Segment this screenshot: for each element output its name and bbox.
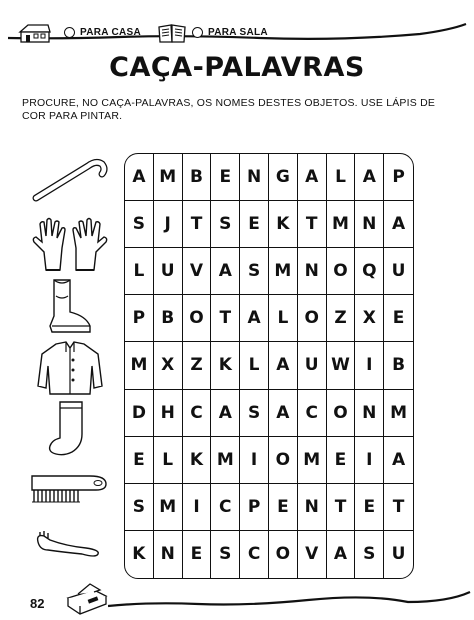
grid-cell[interactable]: S <box>240 248 269 295</box>
grid-cell[interactable]: E <box>125 437 154 484</box>
grid-cell[interactable]: G <box>269 154 298 201</box>
grid-cell[interactable]: B <box>384 342 413 389</box>
word-search-grid <box>124 153 414 579</box>
grid-cell[interactable]: E <box>384 295 413 342</box>
comb-icon <box>26 464 114 508</box>
footer-rule <box>108 590 474 620</box>
gloves-icon <box>26 214 114 276</box>
option-para-sala[interactable] <box>192 27 268 38</box>
book-icon <box>157 22 187 44</box>
grid-cell[interactable]: S <box>125 201 154 248</box>
grid-cell[interactable]: E <box>183 531 212 578</box>
grid-cell[interactable]: O <box>298 295 327 342</box>
grid-cell[interactable]: E <box>269 484 298 531</box>
grid-cell[interactable]: P <box>240 484 269 531</box>
grid-cell[interactable]: V <box>183 248 212 295</box>
option-para-casa[interactable] <box>64 27 141 38</box>
grid-cell[interactable]: M <box>125 342 154 389</box>
grid-cell[interactable]: B <box>183 154 212 201</box>
jacket-icon <box>26 338 114 398</box>
grid-cell[interactable]: X <box>154 342 183 389</box>
grid-cell[interactable]: K <box>125 531 154 578</box>
grid-cell[interactable]: T <box>384 484 413 531</box>
instructions: PROCURE, NO CAÇA-PALAVRAS, OS NOMES DESTES OBJETOS. USE LÁPIS DE COR PARA PINTAR. <box>22 97 436 122</box>
printer-icon <box>64 582 110 616</box>
grid-cell[interactable]: U <box>154 248 183 295</box>
grid-cell[interactable]: L <box>154 437 183 484</box>
grid-cell[interactable]: P <box>125 295 154 342</box>
grid-cell[interactable]: M <box>327 201 356 248</box>
grid-cell[interactable]: L <box>327 154 356 201</box>
grid-cell[interactable]: N <box>355 201 384 248</box>
option-label: PARA CASA <box>80 27 142 38</box>
grid-cell[interactable]: B <box>154 295 183 342</box>
option-label: PARA SALA <box>208 27 268 38</box>
grid-cell[interactable]: A <box>211 248 240 295</box>
boot-icon <box>26 276 114 336</box>
grid-cell[interactable]: M <box>154 484 183 531</box>
grid-cell[interactable]: K <box>211 342 240 389</box>
cane-icon <box>26 152 114 212</box>
grid-cell[interactable]: C <box>211 484 240 531</box>
grid-cell[interactable]: Q <box>355 248 384 295</box>
grid-cell[interactable]: S <box>211 531 240 578</box>
grid-cell[interactable]: K <box>269 201 298 248</box>
grid-cell[interactable]: A <box>240 295 269 342</box>
grid-cell[interactable]: U <box>384 248 413 295</box>
grid-cell[interactable]: O <box>269 437 298 484</box>
grid-cell[interactable]: A <box>269 342 298 389</box>
grid-cell[interactable]: U <box>298 342 327 389</box>
grid-cell[interactable]: E <box>240 201 269 248</box>
grid-cell[interactable]: E <box>327 437 356 484</box>
grid-cell[interactable]: I <box>355 437 384 484</box>
grid-cell[interactable]: S <box>355 531 384 578</box>
grid-cell[interactable]: O <box>269 531 298 578</box>
grid-cell[interactable]: I <box>355 342 384 389</box>
grid-cell[interactable]: O <box>327 248 356 295</box>
grid-cell[interactable]: N <box>240 154 269 201</box>
grid-cell[interactable]: M <box>298 437 327 484</box>
grid-cell[interactable]: E <box>355 484 384 531</box>
grid-cell[interactable]: T <box>211 295 240 342</box>
page-number: 82 <box>30 596 45 611</box>
grid-cell[interactable]: U <box>391 544 406 565</box>
grid-cell[interactable]: S <box>211 201 240 248</box>
grid-cell[interactable]: N <box>298 484 327 531</box>
grid-cell[interactable]: A <box>125 154 154 201</box>
grid-cell[interactable]: O <box>183 295 212 342</box>
grid-cell[interactable]: A <box>269 390 298 437</box>
grid-cell[interactable]: A <box>384 437 413 484</box>
grid-cell[interactable]: I <box>240 437 269 484</box>
radio-icon[interactable] <box>192 27 203 38</box>
grid-cell[interactable]: S <box>125 484 154 531</box>
grid-cell[interactable]: L <box>240 342 269 389</box>
grid-cell[interactable]: S <box>240 390 269 437</box>
grid-cell[interactable]: M <box>211 437 240 484</box>
grid-cell[interactable]: A <box>327 531 356 578</box>
grid-cell[interactable]: T <box>183 201 212 248</box>
grid-cell[interactable]: Z <box>327 295 356 342</box>
grid-cell[interactable]: Z <box>183 342 212 389</box>
grid-cell[interactable]: H <box>154 390 183 437</box>
grid-cell[interactable]: X <box>355 295 384 342</box>
grid-cell[interactable]: E <box>211 154 240 201</box>
house-icon <box>18 22 52 44</box>
grid-cell[interactable]: T <box>298 201 327 248</box>
grid-cell[interactable]: M <box>384 390 413 437</box>
grid-cell[interactable]: N <box>355 390 384 437</box>
grid-cell[interactable]: A <box>211 390 240 437</box>
grid-cell[interactable]: P <box>384 154 413 201</box>
grid-cell[interactable]: N <box>298 248 327 295</box>
grid-cell[interactable]: K <box>183 437 212 484</box>
radio-icon[interactable] <box>64 27 75 38</box>
grid-cell[interactable]: L <box>269 295 298 342</box>
grid-cell[interactable]: A <box>298 154 327 201</box>
sock-icon <box>26 398 114 460</box>
grid-cell[interactable]: A <box>384 201 413 248</box>
grid-cell[interactable]: O <box>327 390 356 437</box>
grid-cell[interactable]: D <box>125 390 154 437</box>
grid-cell[interactable]: W <box>327 342 356 389</box>
page-title: CAÇA-PALAVRAS <box>109 52 365 83</box>
grid-cell[interactable]: L <box>125 248 154 295</box>
grid-cell[interactable]: C <box>298 390 327 437</box>
grid-cell[interactable]: A <box>355 154 384 201</box>
grid-cell[interactable]: C <box>240 531 269 578</box>
toothbrush-icon <box>26 528 114 562</box>
grid-cell[interactable]: V <box>298 531 327 578</box>
grid-cell[interactable]: N <box>154 531 183 578</box>
grid-cell[interactable]: T <box>327 484 356 531</box>
grid-cell[interactable]: C <box>183 390 212 437</box>
grid-cell[interactable]: J <box>154 201 183 248</box>
grid-cell[interactable]: M <box>154 154 183 201</box>
grid-cell[interactable]: M <box>269 248 298 295</box>
grid-cell[interactable]: I <box>183 484 212 531</box>
